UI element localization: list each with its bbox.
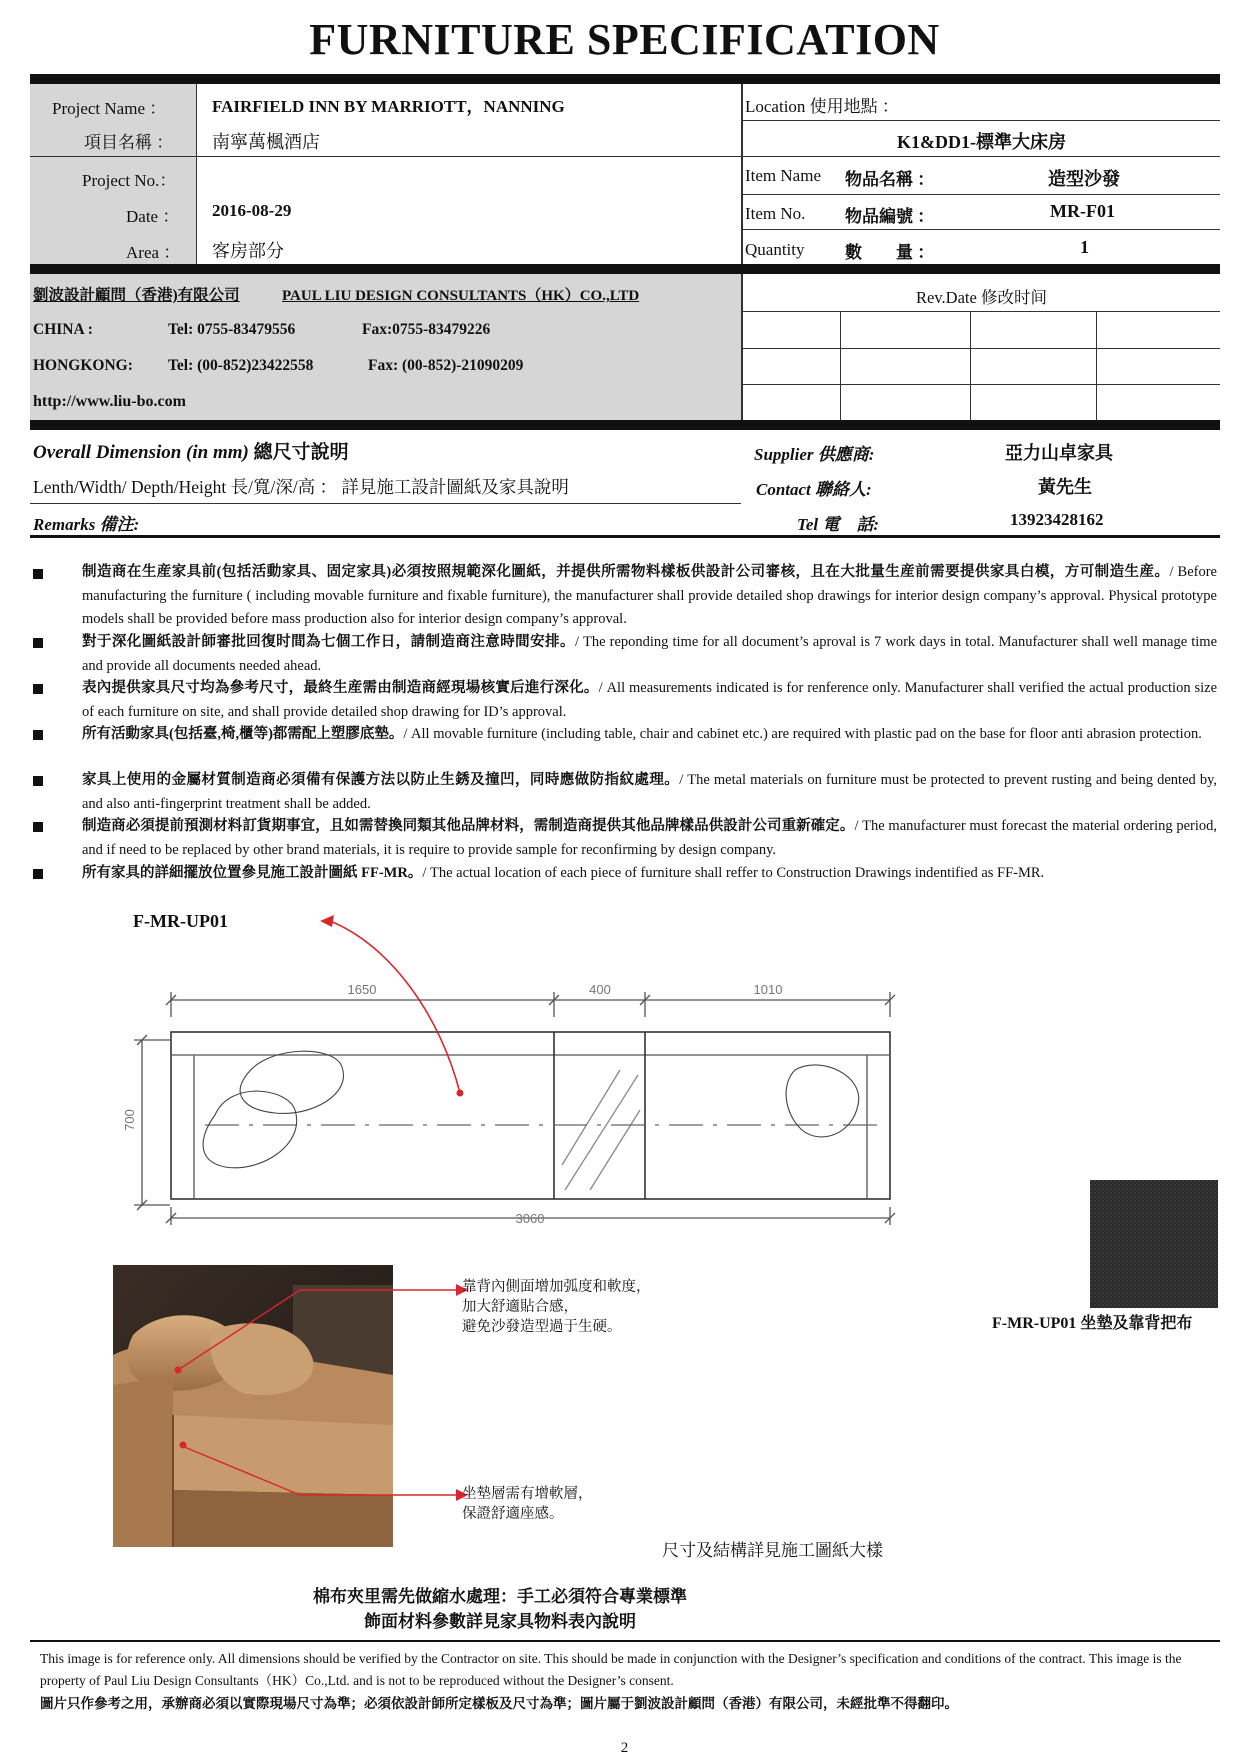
- note-7-zh: 所有家具的詳細擺放位置參見施工設計圖紙 FF-MR。: [82, 865, 423, 881]
- footer-disclaimer-en: This image is for reference only. All dimensions should be verified by the Contractor on site. This should be made in conjunction with the Designer’s specification and conditions of the contract. This image is the property of Paul Liu Design Consultants（HK）Co.,Ltd. and is not to be reproduced without the Designer’s consent.: [40, 1651, 1182, 1688]
- china-fax: Fax:0755-83479226: [362, 321, 491, 338]
- area-label: Area ：: [126, 243, 181, 262]
- back-annotation-3: 避免沙發造型過于生硬。: [462, 1319, 622, 1335]
- divider-h-remarks: [30, 503, 741, 504]
- rev-grid-v3: [1096, 311, 1097, 420]
- note-7-en: / The actual location of each piece of furniture shall reffer to Construction Drawings indentified as FF-MR.: [422, 865, 1045, 881]
- note-bullet: [33, 569, 43, 579]
- project-name-en: FAIRFIELD INN BY MARRIOTT，NANNING: [212, 97, 565, 116]
- dimension-lwdh: Lenth/Width/ Depth/Height 長/寬/深/高 ： 詳見施工設計圖紙及家具說明: [33, 477, 569, 497]
- project-no-label: Project No.：: [82, 171, 177, 190]
- lower-rule: [30, 420, 1220, 430]
- divider-h-1: [30, 156, 741, 157]
- fabric-note: 棉布夾里需先做縮水處理：手工必須符合專業標準: [313, 1587, 687, 1606]
- website[interactable]: http://www.liu-bo.com: [33, 393, 186, 410]
- rev-date-label: Rev.Date 修改时间: [916, 288, 1047, 307]
- note-bullet: [33, 684, 43, 694]
- divider-h-item2: [743, 229, 1220, 230]
- hk-label: HONGKONG:: [33, 357, 133, 374]
- note-1-zh: 制造商在生産家具前(包括活動家具、固定家具)必須按照規範深化圖紙，并提供所需物料樣板供設計公司審核，且在大批量生産前需要提供家具白模，方可制造生産。: [82, 564, 1170, 580]
- contact-value: 黃先生: [1038, 477, 1092, 497]
- item-no-label-zh: 物品編號 ：: [845, 207, 935, 226]
- note-bullet: [33, 869, 43, 879]
- rev-grid-h3: [743, 384, 1220, 385]
- china-label: CHINA :: [33, 321, 93, 338]
- note-6: [82, 815, 1217, 862]
- note-bullet: [33, 776, 43, 786]
- footer-disclaimer-zh: 圖片只作參考之用，承辦商必須以實際現場尺寸為準；必須依設計師所定樣板及尺寸為準；圖片屬于劉波設計顧問（香港）有限公司，未經批準不得翻印。: [40, 1696, 958, 1711]
- rev-grid-h1: [743, 311, 1220, 312]
- date-value: 2016-08-29: [212, 201, 292, 220]
- notes-rule: [30, 535, 1220, 538]
- project-name-zh: 南寧萬楓酒店: [212, 132, 320, 152]
- back-annotation-1: 靠背內側面增加弧度和軟度，: [462, 1279, 651, 1295]
- seat-annotation: [462, 1484, 593, 1524]
- back-annotation-2: 加大舒適貼合感，: [462, 1299, 578, 1315]
- company-name-zh: 劉波設計顧問（香港)有限公司: [33, 287, 240, 304]
- rev-grid-v1: [840, 311, 841, 420]
- note-2: [82, 631, 1217, 678]
- seat-annotation-1: 坐墊層需有增軟層，: [462, 1486, 593, 1502]
- location-value: K1&DD1-標準大床房: [897, 132, 1066, 152]
- note-1-en: / Before manufacturing the furniture ( including movable furniture and fixable furniture), the manufacturer shall provide detailed shop drawings for interior design company’s approval. Physical prototype models shall be provided before mass production also for interior design company’s approval.: [82, 564, 1217, 627]
- top-rule: [30, 74, 1220, 84]
- divider-h-loc: [743, 120, 1220, 121]
- supplier-value: 亞力山卓家具: [1005, 443, 1113, 463]
- note-7: [82, 862, 1217, 886]
- dim-left-label: 1650: [347, 982, 377, 997]
- date-label: Date ：: [126, 207, 180, 226]
- note-4: [82, 723, 1217, 747]
- back-annotation: [462, 1277, 651, 1337]
- supplier-label: Supplier 供應商:: [754, 445, 875, 464]
- item-no-value: MR-F01: [1050, 201, 1115, 221]
- photo-leaders: [170, 1270, 470, 1520]
- dimension-title-en: Overall Dimension (in mm): [33, 442, 249, 463]
- note-4-en: / All movable furniture (including table, chair and cabinet etc.) are required with plastic pad on the base for floor anti abrasion protection.: [403, 726, 1202, 742]
- item-name-value: 造型沙發: [1048, 169, 1120, 189]
- note-2-en: / The reponding time for all document’s aproval is 7 work days in total. Manufacturer shall well manage time and provide all documents needed ahead.: [82, 634, 1218, 674]
- tel-label: Tel 電 話:: [797, 515, 880, 534]
- item-no-label-en: Item No.: [745, 204, 806, 223]
- mid-rule: [30, 264, 1220, 274]
- swatch-label: F-MR-UP01 坐墊及靠背把布: [992, 1315, 1193, 1332]
- note-6-zh: 制造商必須提前預測材料訂貨期事宜，且如需替換同類其他品牌材料，需制造商提供其他品牌樣品供設計公司重新確定。: [82, 818, 855, 834]
- note-bullet: [33, 638, 43, 648]
- finish-note: 飾面材料參數詳見家具物料表內說明: [364, 1612, 636, 1631]
- page-title: FURNITURE SPECIFICATION: [309, 15, 940, 64]
- item-name-label-en: Item Name: [745, 166, 821, 185]
- note-2-zh: 對于深化圖紙設計師審批回復时間為七個工作日，請制造商注意時間安排。: [82, 634, 575, 650]
- location-label: Location 使用地點 ：: [745, 97, 899, 116]
- china-tel: Tel: 0755-83479556: [168, 321, 296, 338]
- contact-label: Contact 聯絡人:: [756, 480, 872, 499]
- note-bullet: [33, 730, 43, 740]
- divider-v-label: [196, 84, 197, 264]
- material-code-label: F-MR-UP01: [133, 911, 228, 931]
- structure-note: 尺寸及結構詳見施工圖紙大樣: [662, 1541, 883, 1560]
- note-5-zh: 家具上使用的金屬材質制造商必須備有保護方法以防止生銹及撞凹，同時應做防指紋處理。: [82, 772, 680, 788]
- seat-annotation-2: 保證舒適座感。: [462, 1506, 564, 1522]
- note-6-en: / The manufacturer must forecast the material ordering period, and if need to be replaced by other brand materials, it is require to provide sample for reconfirming by design company.: [82, 818, 1217, 858]
- footer-rule: [30, 1640, 1220, 1642]
- area-value: 客房部分: [212, 241, 284, 261]
- divider-h-loc2: [743, 156, 1220, 157]
- project-name-label-zh: 項目名稱 ：: [84, 133, 174, 152]
- dim-depth-label: 700: [122, 1109, 137, 1131]
- quantity-label-zh: 數 量 ：: [845, 243, 935, 262]
- dim-mid-label: 400: [589, 982, 611, 997]
- note-bullet: [33, 822, 43, 832]
- note-5-en: / The metal materials on furniture must be protected to prevent rusting and being dented by, and also anti-fingerprint treatment shall be added.: [82, 772, 1218, 812]
- remarks-label: Remarks 備注:: [33, 515, 140, 534]
- note-1: [82, 561, 1217, 632]
- fabric-swatch: [1090, 1180, 1218, 1308]
- divider-h-item1: [743, 194, 1220, 195]
- rev-grid-h2: [743, 348, 1220, 349]
- dim-right-label: 1010: [753, 982, 783, 997]
- page-number: 2: [620, 1740, 629, 1756]
- tel-value: 13923428162: [1010, 510, 1104, 529]
- dim-total-label: 3060: [515, 1211, 545, 1226]
- note-3-zh: 表內提供家具尺寸均為參考尺寸，最終生産需由制造商經現場核實后進行深化。: [82, 680, 599, 696]
- quantity-label-en: Quantity: [745, 240, 805, 259]
- project-name-label-en: Project Name ：: [52, 99, 167, 118]
- company-name-en: PAUL LIU DESIGN CONSULTANTS（HK）CO.,LTD: [282, 288, 640, 304]
- item-name-label-zh: 物品名稱 ：: [845, 170, 935, 189]
- rev-grid-v2: [970, 311, 971, 420]
- quantity-value: 1: [1080, 237, 1089, 257]
- dimension-title-zh: 總尺寸說明: [253, 442, 349, 463]
- note-4-zh: 所有活動家具(包括臺,椅,櫃等)都需配上塑膠底墊。: [82, 726, 404, 742]
- dimension-title: [33, 437, 349, 464]
- hk-fax: Fax: (00-852)-21090209: [368, 357, 524, 374]
- note-3: [82, 677, 1217, 724]
- sofa-plan-drawing: [120, 905, 910, 1235]
- hk-tel: Tel: (00-852)23422558: [168, 357, 314, 374]
- note-5: [82, 769, 1217, 816]
- note-3-en: / All measurements indicated is for renference only. Manufacturer shall verified the actual production size of each furniture on site, and shall provide detailed shop drawing for ID’s approval.: [82, 680, 1218, 720]
